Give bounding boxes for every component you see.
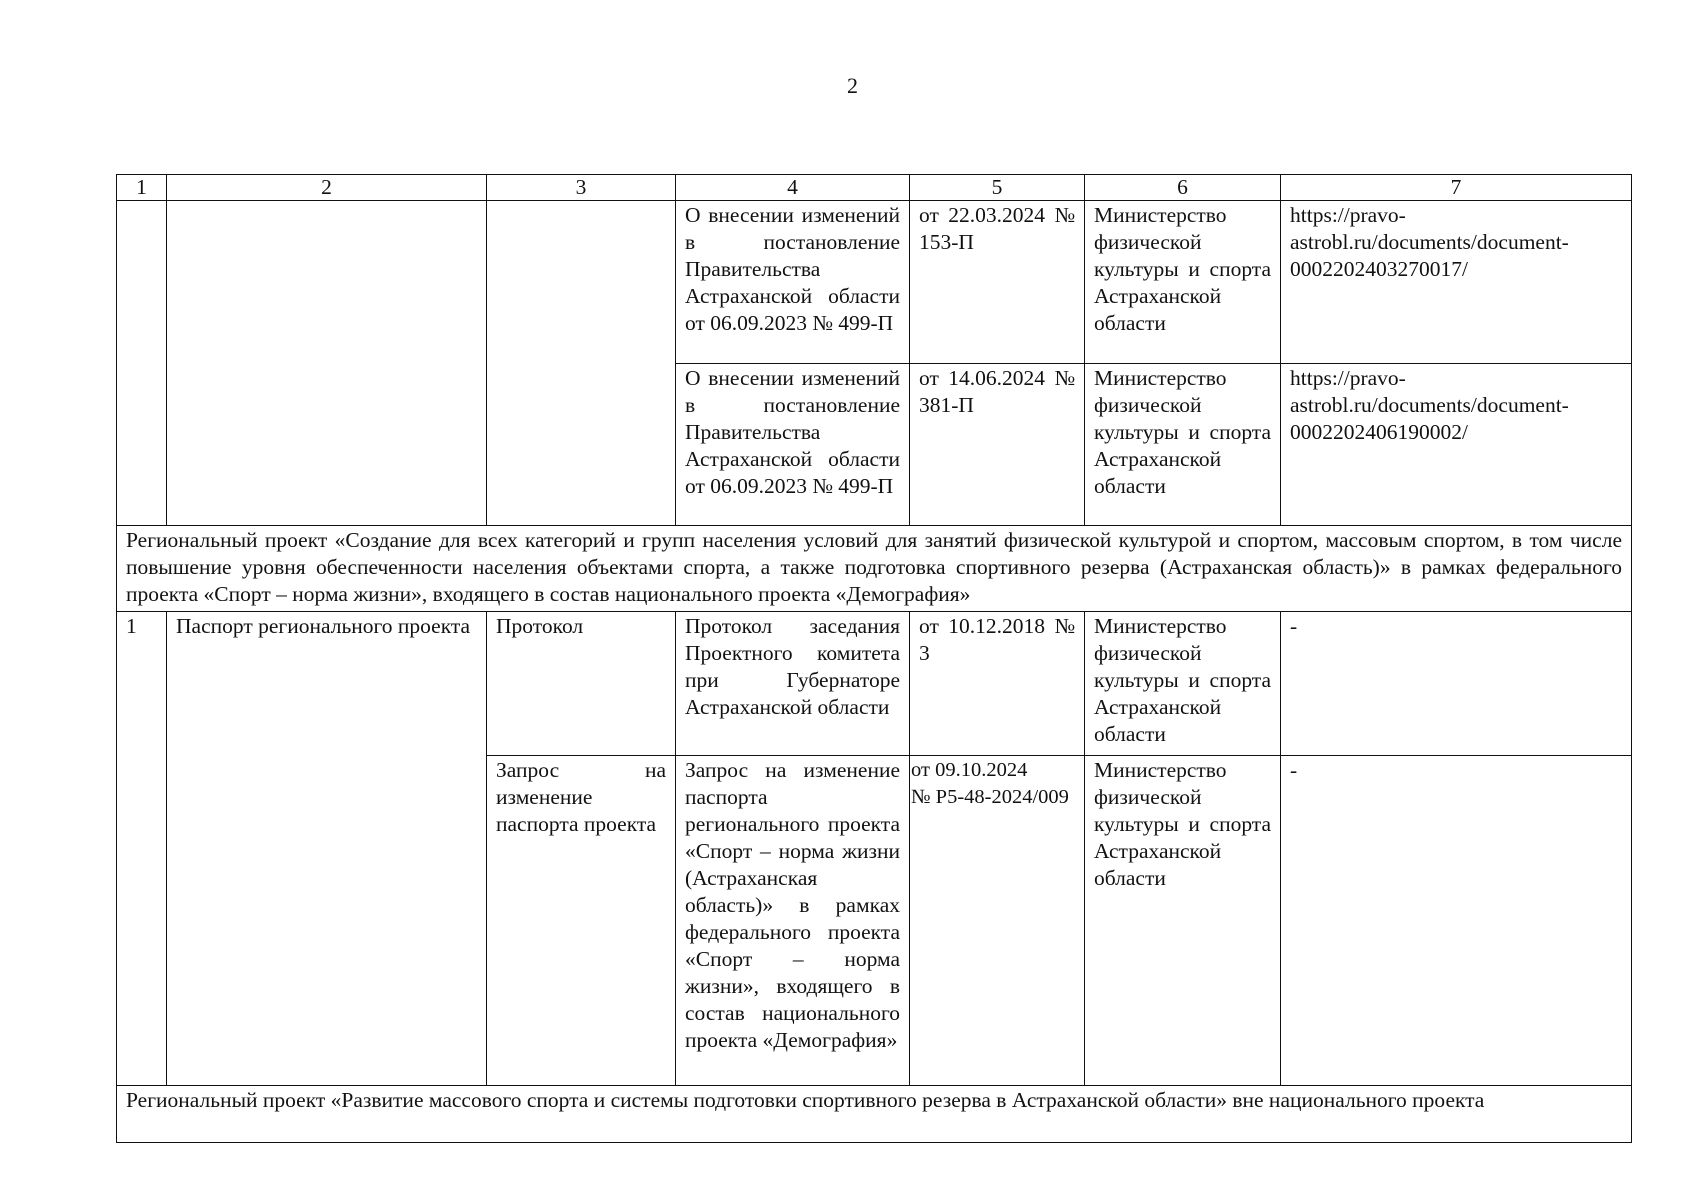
responsible-authority: Министерство физической культуры и спорта Астраханской области: [1085, 612, 1281, 756]
empty-cell: [167, 201, 487, 526]
section-title: Региональный проект «Создание для всех категорий и групп населения условий для занятий физической культурой и спортом, массовым спортом, в том числе повышение уровня обеспеченности населения объектами спорта, а также подготовка спортивного резерва (Астраханская область)» в рамках федерального проекта «Спорт – норма жизни», входящего в состав национального проекта «Демография»: [117, 526, 1632, 612]
documents-table: [116, 174, 1632, 1143]
row-number: 1: [117, 612, 167, 1086]
document-type: Запрос на изменение паспорта проекта: [487, 756, 676, 1086]
responsible-authority: Министерство физической культуры и спорта Астраханской области: [1085, 756, 1281, 1086]
table-row: [117, 612, 1632, 756]
column-number: 4: [676, 175, 910, 201]
document-title: О внесении изменений в постановление Правительства Астраханской области от 06.09.2023 № 499-П: [676, 201, 910, 364]
document-title: О внесении изменений в постановление Правительства Астраханской области от 06.09.2023 № 499-П: [676, 364, 910, 526]
document-link: -: [1281, 756, 1632, 1086]
document-type: Протокол: [487, 612, 676, 756]
table-row: [117, 201, 1632, 364]
empty-cell: [487, 201, 676, 526]
document-date-number: от 10.12.2018 № 3: [910, 612, 1085, 756]
responsible-authority: Министерство физической культуры и спорта Астраханской области: [1085, 364, 1281, 526]
column-number-row: [117, 175, 1632, 201]
column-number: 6: [1085, 175, 1281, 201]
column-number: 2: [167, 175, 487, 201]
document-link: -: [1281, 612, 1632, 756]
document-number: № Р5-48-2024/009: [911, 786, 1069, 808]
section-header-row: [117, 526, 1632, 612]
column-number: 7: [1281, 175, 1632, 201]
column-number: 3: [487, 175, 676, 201]
document-title: Запрос на изменение паспорта регионального проекта «Спорт – норма жизни (Астраханская область)» в рамках федерального проекта «Спорт – норма жизни», входящего в состав национального проекта «Демография»: [676, 756, 910, 1086]
document-link[interactable]: https://pravo-astrobl.ru/documents/document-0002202406190002/: [1281, 364, 1632, 526]
document-date-number: от 22.03.2024 № 153-П: [910, 201, 1085, 364]
document-title: Протокол заседания Проектного комитета при Губернаторе Астраханской области: [676, 612, 910, 756]
document-link[interactable]: https://pravo-astrobl.ru/documents/document-0002202403270017/: [1281, 201, 1632, 364]
document-date-number: [910, 756, 1085, 1086]
section-title: Региональный проект «Развитие массового спорта и системы подготовки спортивного резерва в Астраханской области» вне национального проекта: [117, 1086, 1632, 1143]
document-name: Паспорт регионального проекта: [167, 612, 487, 1086]
responsible-authority: Министерство физической культуры и спорта Астраханской области: [1085, 201, 1281, 364]
column-number: 1: [117, 175, 167, 201]
column-number: 5: [910, 175, 1085, 201]
empty-cell: [117, 201, 167, 526]
document-date-number: от 14.06.2024 № 381-П: [910, 364, 1085, 526]
section-header-row: [117, 1086, 1632, 1143]
document-date: от 09.10.2024: [911, 759, 1028, 781]
page-number: 2: [847, 73, 858, 98]
